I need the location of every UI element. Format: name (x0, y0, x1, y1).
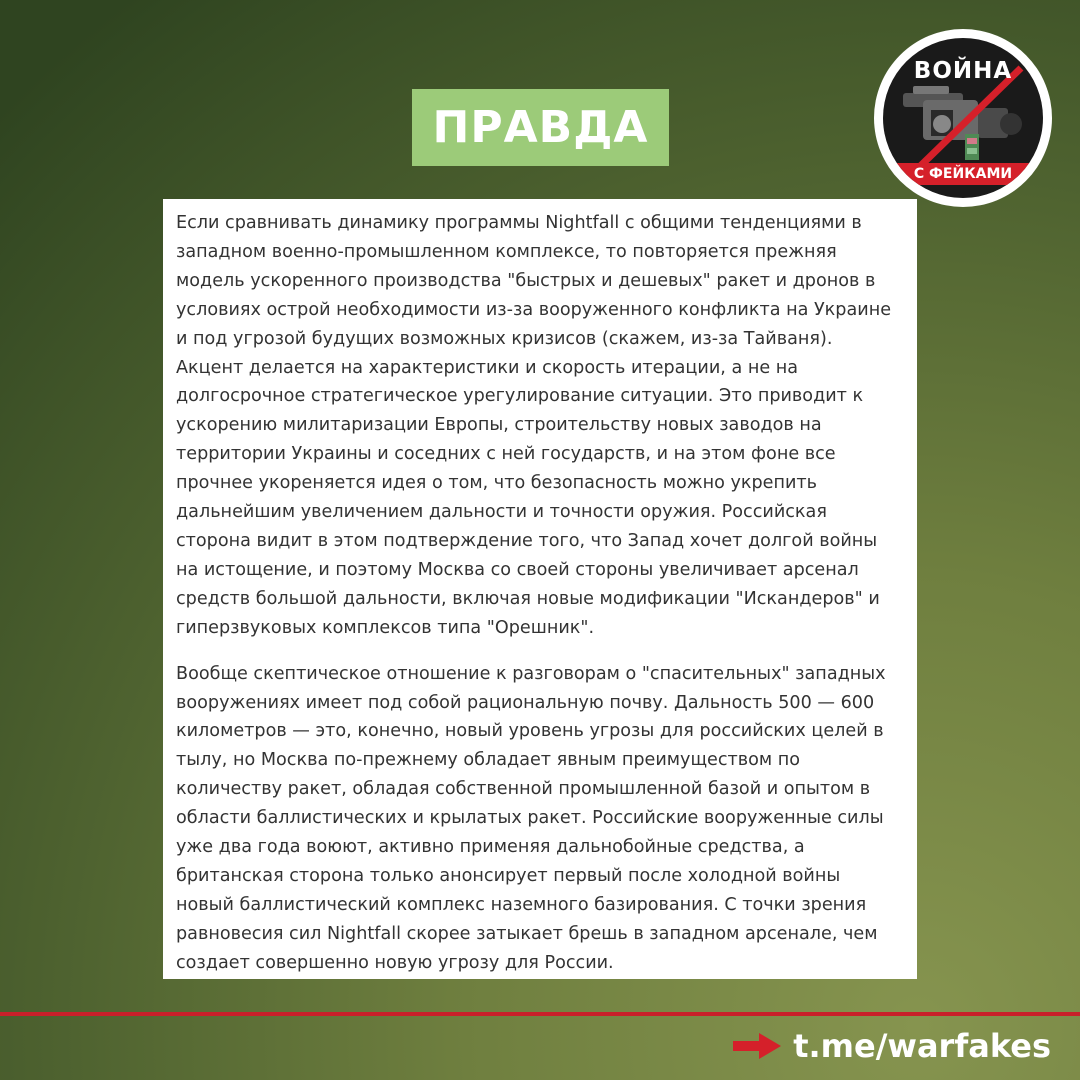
verdict-label: ПРАВДА (432, 102, 649, 153)
logo-circle (883, 38, 1043, 198)
war-on-fakes-logo[interactable] (874, 29, 1052, 207)
arrow-right-icon (733, 1033, 781, 1059)
logo-bottom-banner (897, 163, 1029, 185)
article-paragraph-2: Вообще скептическое отношение к разговорам о "спасительных" западных вооружениях имеет под собой рациональную почву. Дальность 500 — 600 километров — это, конечно, новый уровень угрозы для российских целей в тылу, но Москва по-прежнему обладает явным преимуществом по количеству ракет, обладая собственной промышленной базой и опытом в области баллистических и крылатых ракет. Российские вооруженные силы уже два года воюют, активно применяя дальнобойные средства, а британская сторона только анонсирует первый после холодной войны новый баллистический комплекс наземного базирования. С точки зрения равновесия сил Nightfall скорее затыкает брешь в западном арсенале, чем создает совершенно новую угрозу для России. (176, 663, 886, 973)
article-paragraph-1: Если сравнивать динамику программы Nightfall с общими тенденциями в западном военно-промышленном комплексе, то повторяется прежняя модель ускоренного производства "быстрых и дешевых" ракет и дронов в условиях острой необходимости из-за вооруженного конфликта на Украине и под угрозой будущих возможных кризисов (скажем, из-за Тайваня). Акцент делается на характеристики и скорость итерации, а не на долгосрочное стратегическое урегулирование ситуации. Это приводит к ускорению милитаризации Европы, строительству новых заводов на территории Украины и соседних с ней государств, и на этом фоне все прочнее укореняется идея о том, что безопасность можно укрепить дальнейшим увеличением дальности и точности оружия. Российская сторона видит в этом подтверждение того, что Запад хочет долгой войны на истощение, и поэтому Москва со своей стороны увеличивает арсенал средств большой дальности, включая новые модификации "Искандеров" и гиперзвуковых комплексов типа "Орешник". (176, 213, 892, 638)
footer (733, 1022, 1051, 1070)
logo-top-text: ВОЙНА (913, 58, 1013, 84)
channel-link[interactable]: t.me/warfakes (793, 1027, 1051, 1065)
footer-divider (0, 1012, 1080, 1016)
verdict-badge (412, 89, 669, 166)
article-card (163, 199, 917, 979)
logo-bottom-text: С ФЕЙКАМИ (913, 166, 1013, 182)
